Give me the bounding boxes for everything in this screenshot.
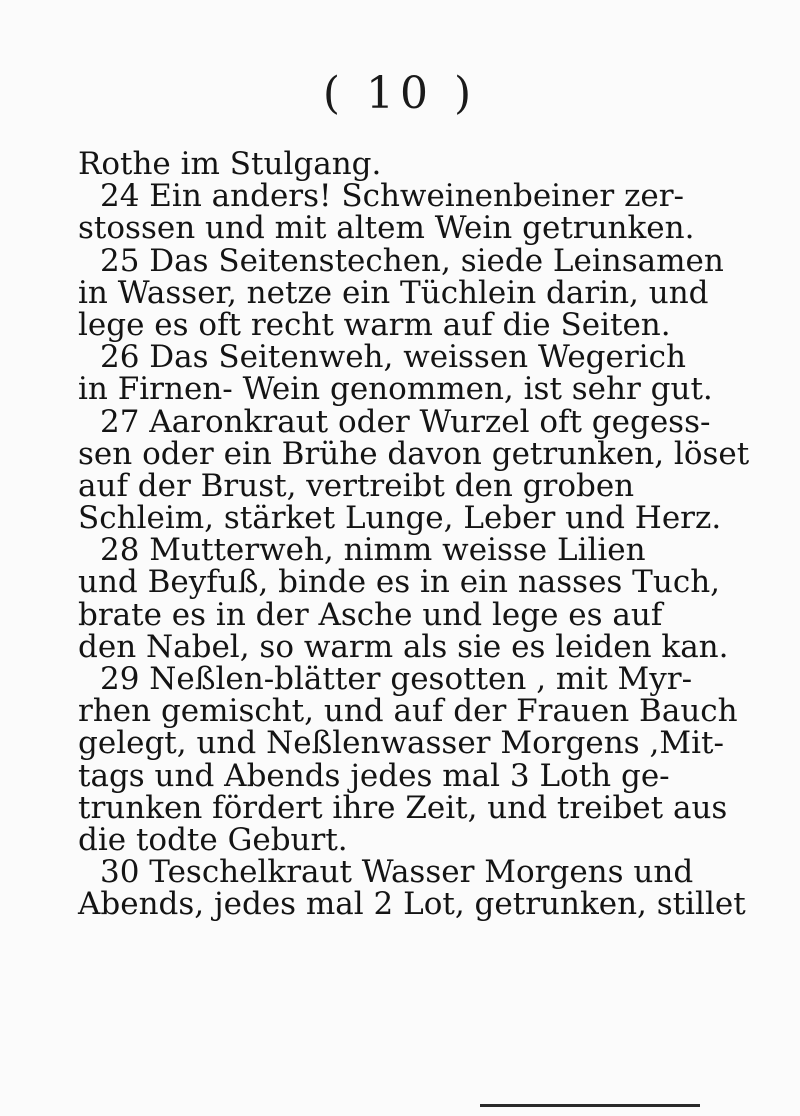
text-line: stossen und mit altem Wein getrunken. — [78, 210, 695, 247]
text-line: brate es in der Asche und lege es auf — [78, 596, 663, 633]
page-number-header: ( 10 ) — [322, 68, 478, 119]
text-line: trunken fördert ihre Zeit, und treibet aus — [78, 789, 728, 826]
text-line: 25 Das Seitenstechen, siede Leinsamen — [100, 242, 724, 279]
text-line: 26 Das Seitenweh, weissen Wegerich — [100, 339, 686, 376]
text-line: 30 Teschelkraut Wasser Morgens und — [100, 854, 694, 891]
text-line: 27 Aaronkraut oder Wurzel oft gegess- — [100, 403, 711, 440]
text-line: rhen gemischt, und auf der Frauen Bauch — [78, 693, 738, 730]
text-line: Abends, jedes mal 2 Lot, getrunken, stillet — [78, 886, 746, 923]
body-text — [78, 148, 798, 921]
text-line: den Nabel, so warm als sie es leiden kan. — [78, 628, 729, 665]
text-line: die todte Geburt. — [78, 821, 348, 858]
text-line: gelegt, und Neßlenwasser Morgens ,Mit- — [78, 725, 724, 762]
text-line: Schleim, stärket Lunge, Leber und Herz. — [78, 500, 722, 537]
text-line: und Beyfuß, binde es in ein nasses Tuch, — [78, 564, 721, 601]
text-line: tags und Abends jedes mal 3 Loth ge- — [78, 757, 670, 794]
text-line: in Firnen- Wein genommen, ist sehr gut. — [78, 371, 713, 408]
bottom-rule — [480, 1104, 700, 1107]
text-line: auf der Brust, vertreibt den groben — [78, 467, 635, 504]
text-line: 24 Ein anders! Schweinenbeiner zer- — [100, 178, 685, 215]
text-line: lege es oft recht warm auf die Seiten. — [78, 306, 671, 343]
text-line: 28 Mutterweh, nimm weisse Lilien — [100, 532, 646, 569]
text-line: Rothe im Stulgang. — [78, 146, 382, 182]
text-line: sen oder ein Brühe davon getrunken, löset — [78, 435, 750, 472]
text-line: in Wasser, netze ein Tüchlein darin, und — [78, 274, 709, 311]
text-line: 29 Neßlen-blätter gesotten , mit Myr- — [100, 661, 693, 697]
